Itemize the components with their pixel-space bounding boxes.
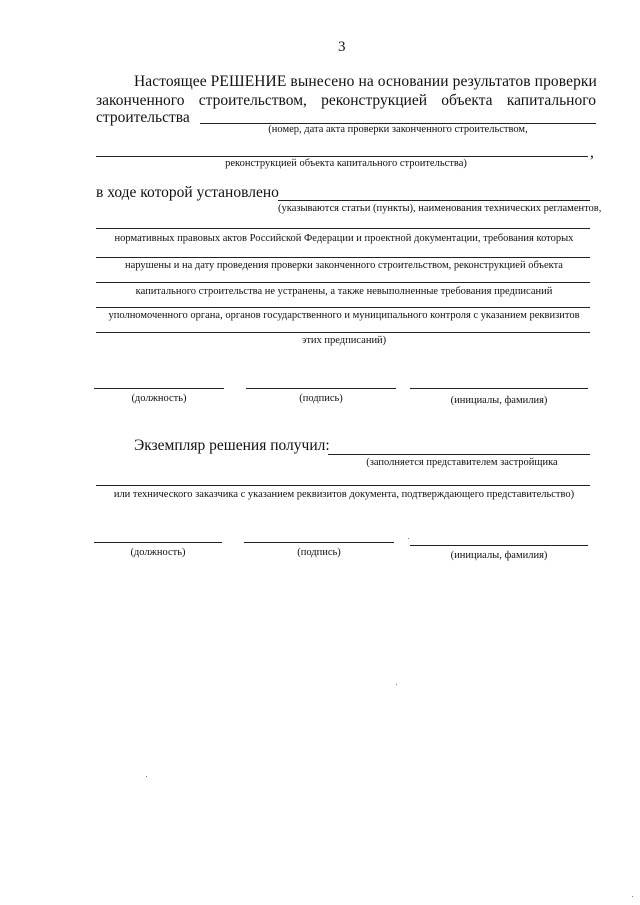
established-field-line-6[interactable] [96,332,590,333]
decision-word: строительством, [198,92,307,109]
scan-speck [146,776,147,777]
scan-speck [396,684,397,685]
copy-caption-1: (заполняется представителем застройщика [366,457,558,468]
act-field-line-2[interactable] [96,156,588,157]
established-caption-4: капитального строительства не устранены, а также невыполненные требования предписаний [135,286,553,297]
signature-caption: (подпись) [299,393,343,404]
established-field-line-3[interactable] [96,257,590,258]
copy-received-field-line-1[interactable] [328,454,590,455]
act-caption-2: реконструкцией объекта капитального строительства) [225,158,467,169]
established-field-line-4[interactable] [96,282,590,283]
decision-line-1: Настоящее РЕШЕНИЕ вынесено на основании результатов проверки [134,73,597,90]
position-caption: (должность) [131,393,187,404]
established-caption-2: нормативных правовых актов Российской Федерации и проектной документации, требования которых [114,233,574,244]
copy-received-field-line-2[interactable] [96,485,590,486]
position-field-line[interactable] [94,542,222,543]
established-field-line-1[interactable] [278,200,590,201]
established-caption-3: нарушены и на дату проведения проверки законченного строительством, реконструкцией объекта [125,260,563,271]
established-label: в ходе которой установлено [96,184,279,201]
name-caption: (инициалы, фамилия) [450,395,548,406]
established-caption-5: уполномоченного органа, органов государственного и муниципального контроля с указанием реквизитов [108,310,580,321]
act-end-comma: , [590,144,594,161]
act-caption-1: (номер, дата акта проверки законченного строительством, [268,124,528,135]
position-caption: (должность) [130,547,186,558]
copy-received-label: Экземпляр решения получил: [134,437,330,454]
page-number: 3 [338,39,346,55]
signature-field-line[interactable] [244,542,394,543]
scan-speck [408,538,409,539]
name-field-line[interactable] [410,545,588,546]
established-caption-6: этих предписаний) [301,335,387,346]
scan-speck [632,896,633,897]
established-field-line-2[interactable] [96,228,590,229]
decision-word: объекта [441,92,493,109]
decision-line-3: строительства [96,109,190,126]
position-field-line[interactable] [94,388,224,389]
signature-caption: (подпись) [297,547,341,558]
decision-word: реконструкцией [321,92,427,109]
decision-word: законченного [96,92,185,109]
established-field-line-5[interactable] [96,307,590,308]
established-caption-1: (указываются статьи (пункты), наименования технических регламентов, [278,203,602,214]
name-field-line[interactable] [410,388,588,389]
name-caption: (инициалы, фамилия) [450,550,548,561]
decision-word: капитального [506,92,596,109]
signature-field-line[interactable] [246,388,396,389]
copy-caption-2: или технического заказчика с указанием реквизитов документа, подтверждающего представительство) [113,489,575,500]
